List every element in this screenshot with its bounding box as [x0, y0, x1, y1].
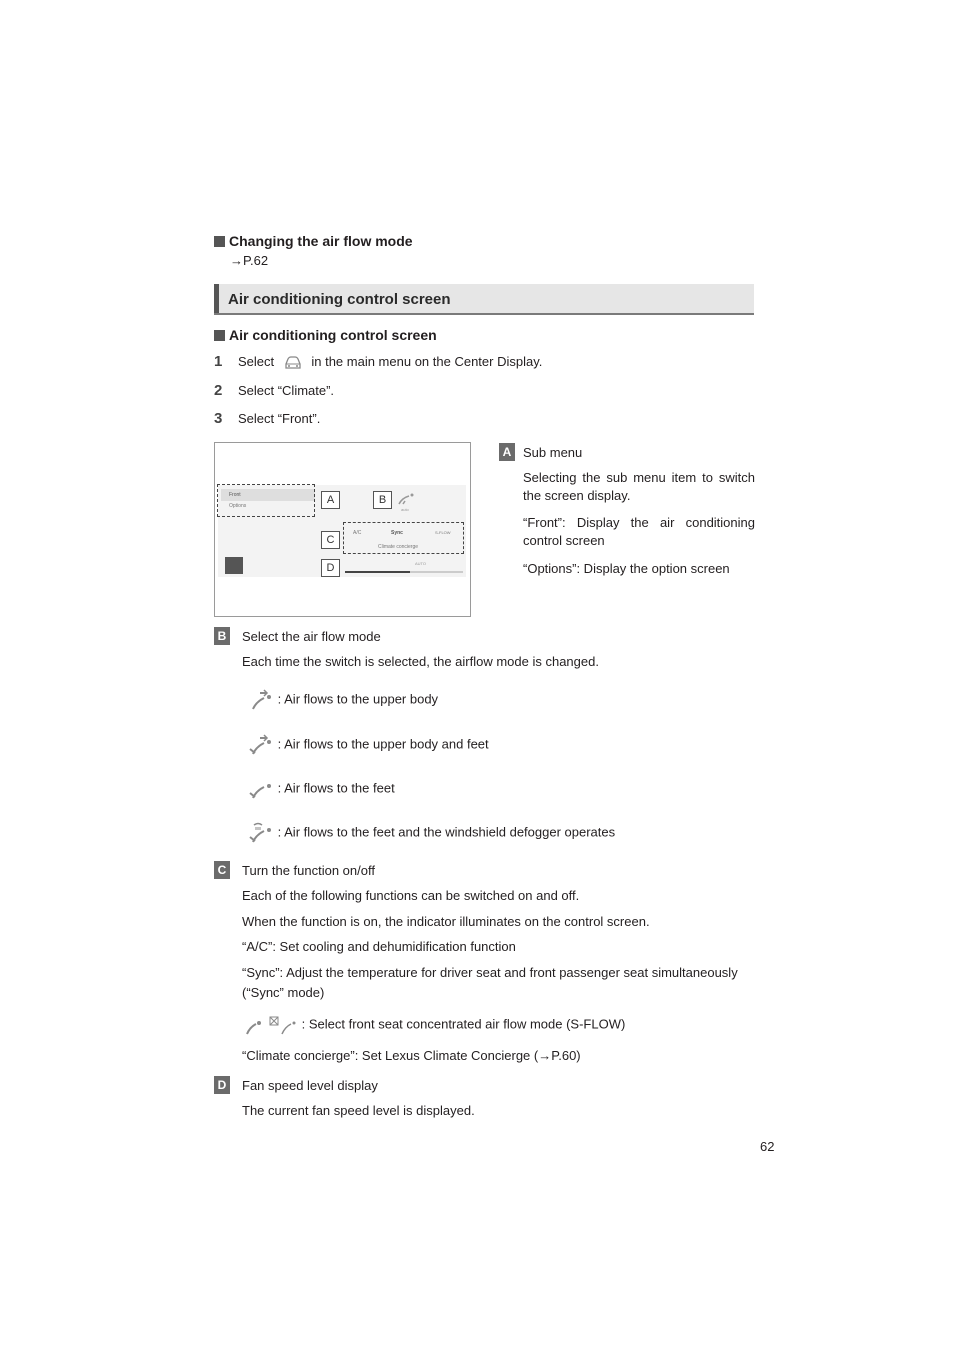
item-c-line2: When the function is on, the indicator illuminates on the control screen. — [242, 914, 650, 929]
sflow-indicator: S-FLOW — [435, 530, 451, 535]
item-d-desc: The current fan speed level is displayed. — [242, 1103, 475, 1118]
item-letter-a: A — [499, 443, 515, 461]
airflow-upper-body-icon — [248, 688, 274, 712]
sub-menu-callout — [217, 484, 315, 517]
sync-indicator: Sync — [391, 530, 403, 536]
item-c-line4b: (“Sync” mode) — [242, 985, 325, 1000]
section-title: Air conditioning control screen — [228, 291, 451, 308]
heading-changing-air-flow: Changing the air flow mode — [214, 232, 413, 251]
item-d-title: Fan speed level display — [242, 1078, 378, 1093]
climate-concierge-indicator: Climate concierge — [378, 544, 419, 550]
item-c-line3: “A/C”: Set cooling and dehumidification function — [242, 939, 516, 954]
step-3: 3 Select “Front”. — [214, 410, 321, 427]
climate-button-icon — [225, 557, 243, 574]
section-title-bar — [214, 284, 754, 315]
airflow-mode-icon — [397, 492, 415, 506]
page-reference-link[interactable]: →P.62 — [230, 253, 269, 268]
callout-label-b: B — [373, 491, 392, 509]
item-letter-d: D — [214, 1076, 230, 1094]
control-screen-illustration — [214, 442, 471, 617]
step-2: 2 Select “Climate”. — [214, 382, 335, 399]
heading-air-conditioning-control: Air conditioning control screen — [214, 326, 437, 345]
car-icon — [282, 355, 304, 371]
sflow-mode-row: : Select front seat concentrated air flow mode (S-FLOW) — [244, 1014, 625, 1036]
item-letter-b: B — [214, 627, 230, 645]
mode-upper-body: : Air flows to the upper body — [248, 688, 438, 712]
mode-upper-body-feet: : Air flows to the upper body and feet — [248, 733, 489, 757]
item-a-options: “Options”: Display the option screen — [523, 561, 730, 576]
callout-label-d: D — [321, 559, 340, 577]
step-1: 1 Select in the main menu on the Center Display. — [214, 353, 543, 370]
sflow-icon — [244, 1014, 298, 1036]
auto-label: auto — [401, 507, 409, 512]
ac-indicator: A/C — [353, 530, 362, 536]
square-bullet-icon — [214, 236, 225, 247]
airflow-feet-icon — [248, 777, 274, 801]
item-c-line4a: “Sync”: Adjust the temperature for driver seat and front passenger seat simultaneously — [242, 965, 738, 980]
item-c-title: Turn the function on/off — [242, 863, 375, 878]
item-letter-c: C — [214, 861, 230, 879]
page-number: 62 — [760, 1139, 775, 1154]
menu-item-options: Options — [229, 503, 247, 509]
item-a-desc: Selecting the sub menu item to switch the screen display. — [523, 470, 755, 503]
airflow-upper-body-feet-icon — [248, 733, 274, 757]
mode-feet: : Air flows to the feet — [248, 777, 395, 801]
square-bullet-icon — [214, 330, 225, 341]
item-b-title: Select the air flow mode — [242, 629, 381, 644]
airflow-feet-defogger-icon — [248, 821, 274, 845]
callout-label-c: C — [321, 531, 340, 549]
mode-feet-defogger: : Air flows to the feet and the windshield defogger operates — [248, 821, 615, 845]
item-b-desc: Each time the switch is selected, the airflow mode is changed. — [242, 654, 599, 669]
menu-item-front: Front — [221, 489, 315, 501]
callout-label-a: A — [321, 491, 340, 509]
fan-speed-bar — [345, 571, 463, 573]
item-a-front: “Front”: Display the air conditioning control screen — [523, 515, 755, 548]
item-c-line6: “Climate concierge”: Set Lexus Climate Concierge (→P.60) — [242, 1048, 581, 1063]
auto-fan-label: AUTO — [415, 561, 427, 566]
item-a-title: Sub menu — [523, 445, 583, 460]
item-c-line1: Each of the following functions can be switched on and off. — [242, 888, 580, 903]
